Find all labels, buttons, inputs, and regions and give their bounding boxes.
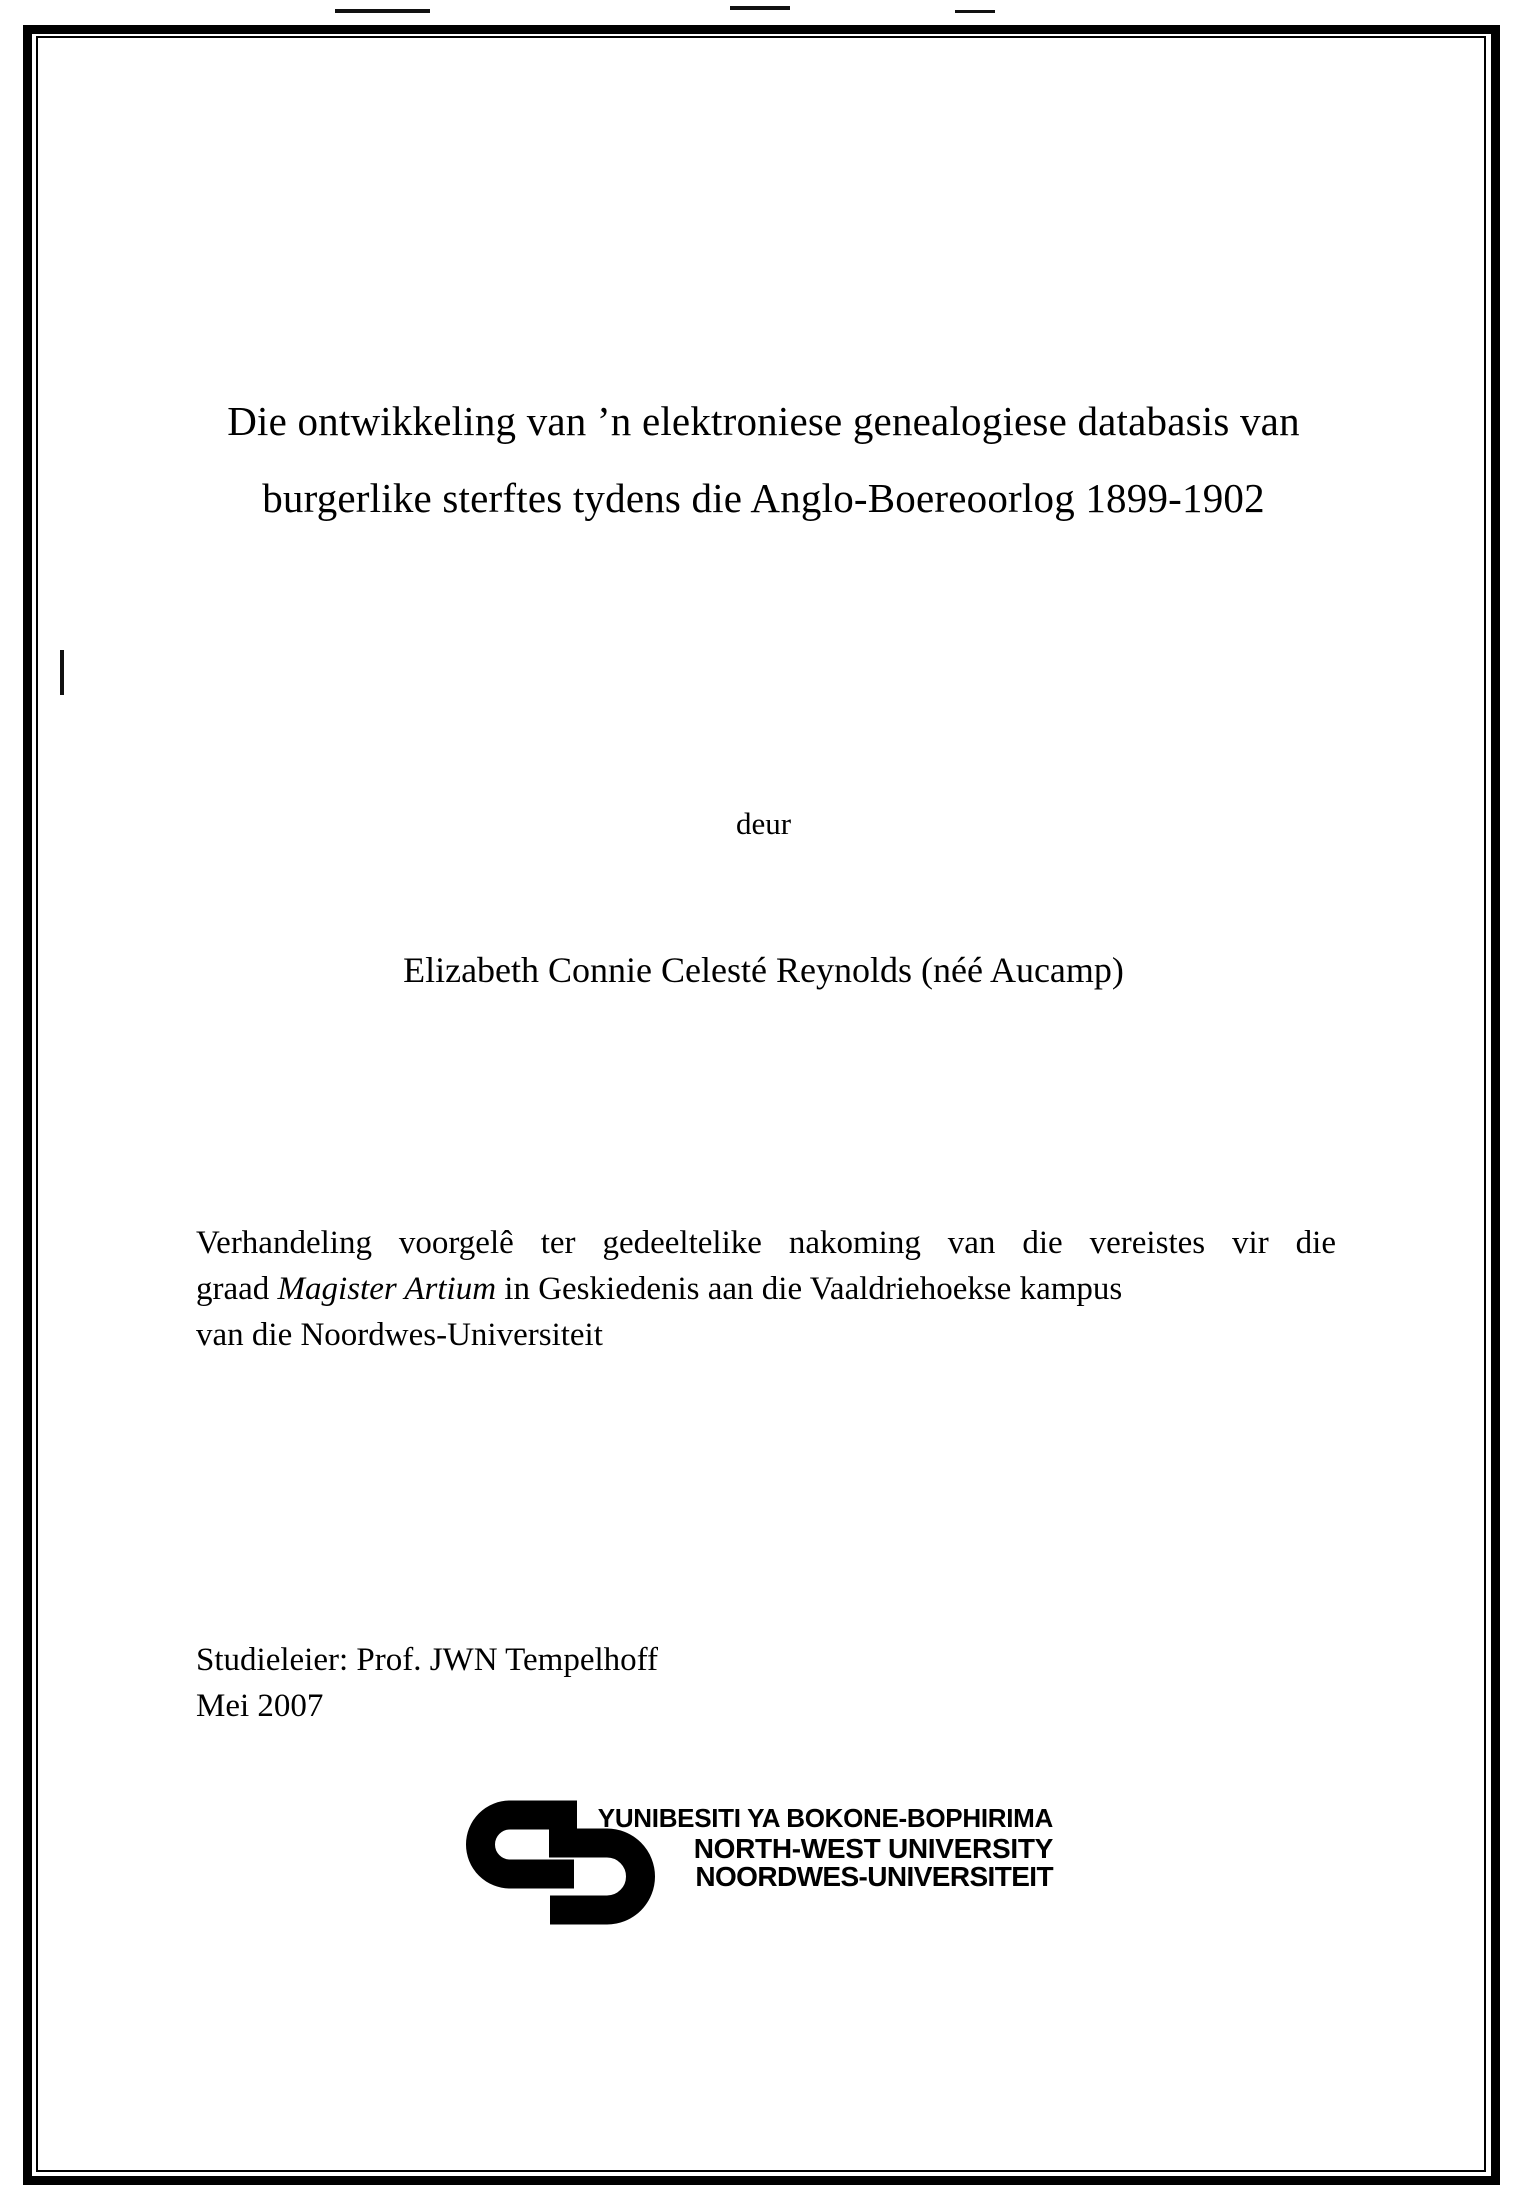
degree-statement-line-2-post: in Geskiedenis aan die Vaaldriehoekse kampus [496,1271,1123,1307]
thesis-title-line-1: Die ontwikkeling van ’n elektroniese genealogiese databasis van [227,398,1300,444]
degree-statement-line-1: Verhandeling voorgelê ter gedeeltelike nakoming van die vereistes vir die [196,1225,1336,1261]
supervisor-line: Studieleier: Prof. JWN Tempelhoff [196,1642,659,1678]
scan-artifact [955,10,995,13]
degree-statement-line-2 [196,1266,1336,1312]
thesis-title [140,383,1387,537]
scan-artifact [335,9,430,13]
logo-line-afrikaans: NOORDWES-UNIVERSITEIT [695,1861,1053,1892]
byline-deur: deur [735,806,792,841]
scan-artifact [60,650,64,695]
logo-line-english: NORTH-WEST UNIVERSITY [693,1833,1053,1864]
degree-statement [196,1220,1336,1358]
thesis-title-line-2: burgerlike sterftes tydens die Anglo-Boereoorlog 1899-1902 [262,475,1265,521]
supervisor-block [196,1637,658,1729]
degree-statement-line-2-pre: graad [196,1271,278,1307]
degree-statement-line-3: van die Noordwes-Universiteit [196,1317,603,1353]
nwu-logo-wordmark [598,1801,1053,1891]
scan-artifact [730,6,790,10]
date-line: Mei 2007 [196,1688,324,1724]
logo-line-setswana: YUNIBESITI YA BOKONE-BOPHIRIMA [597,1803,1053,1833]
degree-name-italic: Magister Artium [277,1271,497,1307]
author-name: Elizabeth Connie Celesté Reynolds (néé Aucamp) [403,950,1124,990]
